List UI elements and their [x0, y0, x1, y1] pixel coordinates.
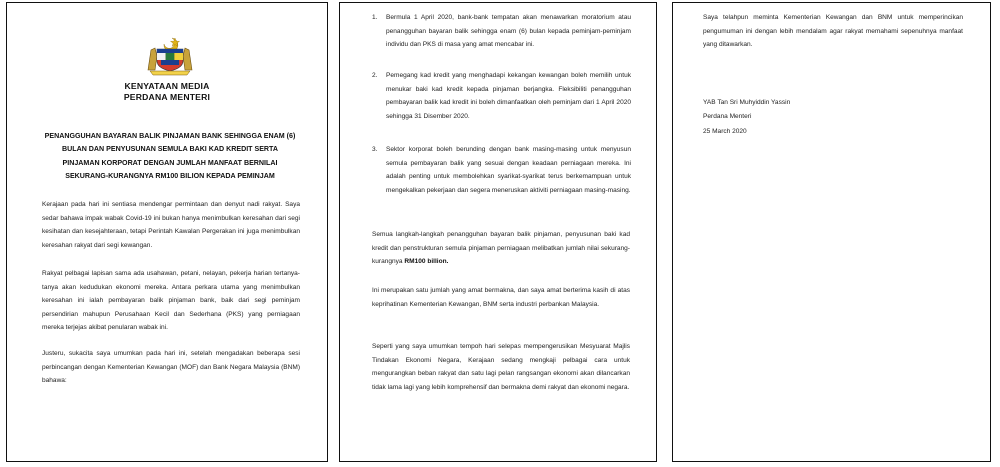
- list-number-1: 1.: [372, 14, 378, 21]
- paragraph-3: Justeru, sukacita saya umumkan pada hari ini, setelah mengadakan beberapa sesi perbincangan dengan Kementerian Kewangan (MOF) dan Bank Negara Malaysia (BNM) bahawa:: [42, 350, 300, 385]
- signatory-name: YAB Tan Sri Muhyiddin Yassin: [703, 99, 791, 106]
- document-title: PENANGGUHAN BAYARAN BALIK PINJAMAN BANK SEHINGGA ENAM (6) BULAN DAN PENYUSUNAN SEMULA BAKI KAD KREDIT SERTA PINJAMAN KORPORAT DENGAN JUMLAH MANFAAT BERNILAI SEKURANG-KURANGNYA RM100 BILION KEPADA PEMINJAM: [44, 132, 296, 180]
- paragraph-4: [372, 228, 630, 269]
- list-item-3: Sektor korporat boleh berunding dengan bank masing-masing untuk menyusun semula pembayaran balik yang sesuai dengan keadaan perniagaan mereka. Ini adalah penting untuk membolehkan syarikat-syarikat terus berkemampuan untuk mengekalkan pekerjaan dan segera meneruskan aktiviti perniagaan masing-masing.: [386, 146, 631, 194]
- document-page-2: [339, 2, 657, 462]
- paragraph-6: Seperti yang saya umumkan tempoh hari selepas mempengerusikan Mesyuarat Majlis Tindakan Ekonomi Negara, Kerajaan sedang mengkaji pelbagai cara untuk mengurangkan beban rakyat dan satu lagi pelan rangsangan ekonomi akan dilancarkan tidak lama lagi yang lebih komprehensif dan bermakna demi rakyat dan ekonomi negara.: [372, 343, 630, 391]
- list-number-2: 2.: [372, 72, 378, 79]
- paragraph-5: Ini merupakan satu jumlah yang amat bermakna, dan saya amat berterima kasih di atas keprihatinan Kementerian Kewangan, BNM serta industri perbankan Malaysia.: [372, 287, 630, 308]
- paragraph-2: Rakyat pelbagai lapisan sama ada usahawan, petani, nelayan, pekerja harian tertanya-tanya akan kedudukan ekonomi mereka. Antara perkara utama yang menimbulkan keresahan ini ialah pembayaran balik pinjaman bank, baik dari segi peminjam persendirian mahupun Perusahaan Kecil dan Sederhana (PKS) yang perniagaan mereka terjejas akibat penularan wabak ini.: [42, 270, 300, 332]
- list-item-1: Bermula 1 April 2020, bank-bank tempatan akan menawarkan moratorium atau penangguhan bayaran balik sehingga enam (6) bulan kepada peminjam-peminjam individu dan PKS di masa yang amat mencabar ini.: [386, 14, 631, 49]
- document-page-3: [672, 2, 991, 462]
- total-amount: RM100 billion.: [404, 258, 449, 266]
- coat-of-arms-logo: [142, 36, 198, 76]
- header-line-2: PERDANA MENTERI: [123, 92, 211, 102]
- document-page-1: [6, 2, 328, 462]
- statement-date: 25 March 2020: [703, 128, 747, 135]
- list-item-2: Pemegang kad kredit yang menghadapi kekangan kewangan boleh memilih untuk menukar baki kad kredit kepada pinjaman berjangka. Fleksibiliti penangguhan pembayaran balik kad kredit ini boleh dimanfaatkan oleh peminjam dari 1 April 2020 sehingga 31 Disember 2020.: [386, 72, 631, 120]
- signatory-position: Perdana Menteri: [703, 113, 752, 120]
- header-line-1: KENYATAAN MEDIA: [124, 81, 210, 91]
- paragraph-4-text: Semua langkah-langkah penangguhan bayaran balik pinjaman, penyusunan baki kad kredit dan penstrukturan semula pinjaman perniagaan melibatkan jumlah nilai sekurang-kurangnya: [372, 231, 630, 266]
- paragraph-1: Kerajaan pada hari ini sentiasa mendengar permintaan dan denyut nadi rakyat. Saya sedar bahawa impak wabak Covid-19 ini bukan hanya menimbulkan keresahan dari segi kesihatan dan kesejahteraan, tetapi Perintah Kawalan Pergerakan ini juga menimbulkan keresahan rakyat dari segi kewangan.: [42, 201, 300, 249]
- list-number-3: 3.: [372, 146, 378, 153]
- paragraph-7: Saya telahpun meminta Kementerian Kewangan dan BNM untuk memperincikan pengumuman ini dengan lebih mendalam agar rakyat memahami sepenuhnya manfaat yang ditawarkan.: [703, 14, 963, 49]
